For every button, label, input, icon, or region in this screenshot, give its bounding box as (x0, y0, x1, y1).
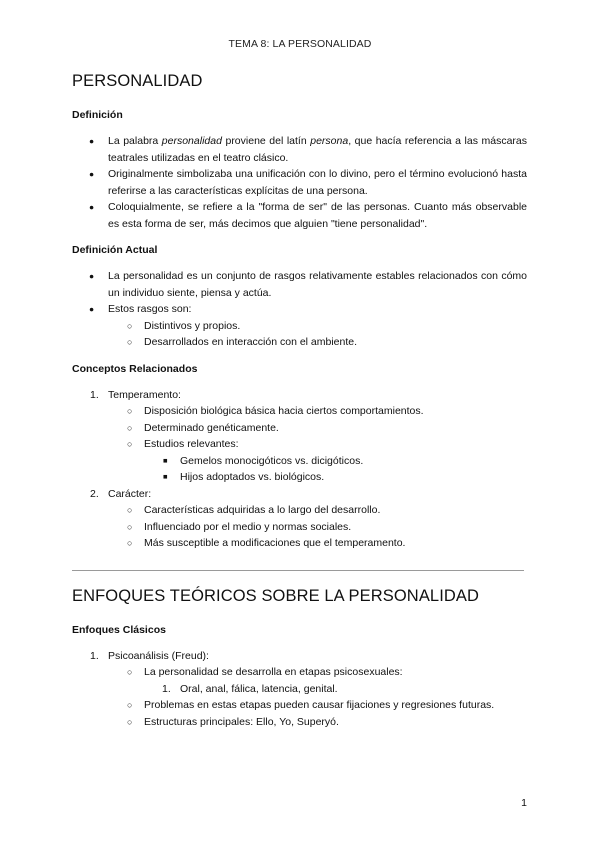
sub-list-item: ○ Influenciado por el medio y normas sociales. (72, 519, 527, 536)
page-header: TEMA 8: LA PERSONALIDAD (228, 38, 372, 50)
list-item: ● La personalidad es un conjunto de rasgos relativamente estables relacionados con cómo un individuo siente, piensa y actúa. (72, 268, 527, 301)
heading-conceptos-relacionados: Conceptos Relacionados (72, 362, 198, 375)
sub-list-item: ○ Desarrollados en interacción con el ambiente. (72, 334, 527, 351)
sub-list-item: ○ Estructuras principales: Ello, Yo, Superyó. (72, 714, 527, 731)
sub-sub-list-item: 1. Oral, anal, fálica, latencia, genital. (162, 682, 338, 695)
heading-definicion-actual: Definición Actual (72, 244, 158, 256)
sub-list-item: ○ Problemas en estas etapas pueden causar fijaciones y regresiones futuras. (72, 697, 527, 714)
list-item: 2. Carácter: ○ Características adquiridas a lo largo del desarrollo. ○ Influenciado por el medio y normas sociales. ○ Más susceptible a modificaciones que el temperamento. (72, 486, 527, 552)
sub-list-item: ○ Características adquiridas a lo largo del desarrollo. (72, 502, 527, 519)
list-item: 1. Psicoanálisis (Freud): ○ La personalidad se desarrolla en etapas psicosexuales: 1. Oral, anal, fálica, latencia, genital. ○ Problemas en estas etapas pueden causar fijaciones y regresiones futuras. ○ Estructuras principales: Ello, Yo, Superyó. (72, 648, 527, 731)
sub-list (108, 403, 527, 486)
sub-sub-list-item: ■ Hijos adoptados vs. biológicos. (72, 469, 527, 486)
sub-sub-list-item: ■ Gemelos monocigóticos vs. dicigóticos. (72, 453, 527, 470)
section-title-personalidad: PERSONALIDAD (72, 72, 203, 90)
document-body (72, 72, 527, 730)
sub-list (108, 502, 527, 552)
sub-list-item: ○ Más susceptible a modificaciones que el temperamento. (72, 535, 527, 552)
list-item: ● La palabra personalidad proviene del latín persona, que hacía referencia a las máscaras teatrales utilizadas en el teatro clásico. (72, 133, 527, 166)
heading-definicion: Definición (72, 109, 123, 121)
definicion-list (72, 133, 527, 232)
conceptos-list (72, 387, 527, 552)
sub-sub-list (144, 681, 527, 698)
sub-list-item: ○ Distintivos y propios. (72, 318, 527, 335)
sub-sub-list (144, 453, 527, 486)
sub-list-item: ○ Estudios relevantes: ■ Gemelos monocigóticos vs. dicigóticos. ■ Hijos adoptados vs. biológicos. (72, 436, 527, 486)
sub-list-item: ○ La personalidad se desarrolla en etapas psicosexuales: 1. Oral, anal, fálica, latencia, genital. (72, 664, 527, 697)
definicion-actual-list (72, 268, 527, 351)
section-title-enfoques: ENFOQUES TEÓRICOS SOBRE LA PERSONALIDAD (72, 586, 480, 605)
list-item: ● Estos rasgos son: ○ Distintivos y propios. ○ Desarrollados en interacción con el ambiente. (72, 301, 527, 351)
list-item: 1. Temperamento: ○ Disposición biológica básica hacia ciertos comportamientos. ○ Determinado genéticamente. ○ Estudios relevantes: ■ Gemelos monocigóticos vs. dicigóticos. ■ Hijos adoptados vs. biológicos. (72, 387, 527, 486)
heading-enfoques-clasicos: Enfoques Clásicos (72, 623, 166, 636)
enfoques-list (72, 648, 527, 731)
list-item: ● Coloquialmente, se refiere a la "forma de ser" de las personas. Cuanto más observable es esta forma de ser, más decimos que alguien "tiene personalidad". (72, 199, 527, 232)
sub-list (108, 318, 527, 351)
sub-list-item: ○ Disposición biológica básica hacia ciertos comportamientos. (72, 403, 527, 420)
sub-list-item: ○ Determinado genéticamente. (72, 420, 527, 437)
sub-list (108, 664, 527, 730)
page-number: 1 (521, 797, 527, 809)
horizontal-divider (72, 570, 524, 571)
list-item: ● Originalmente simbolizaba una unificación con lo divino, pero el término evolucionó hasta referirse a las características explícitas de una persona. (72, 166, 527, 199)
